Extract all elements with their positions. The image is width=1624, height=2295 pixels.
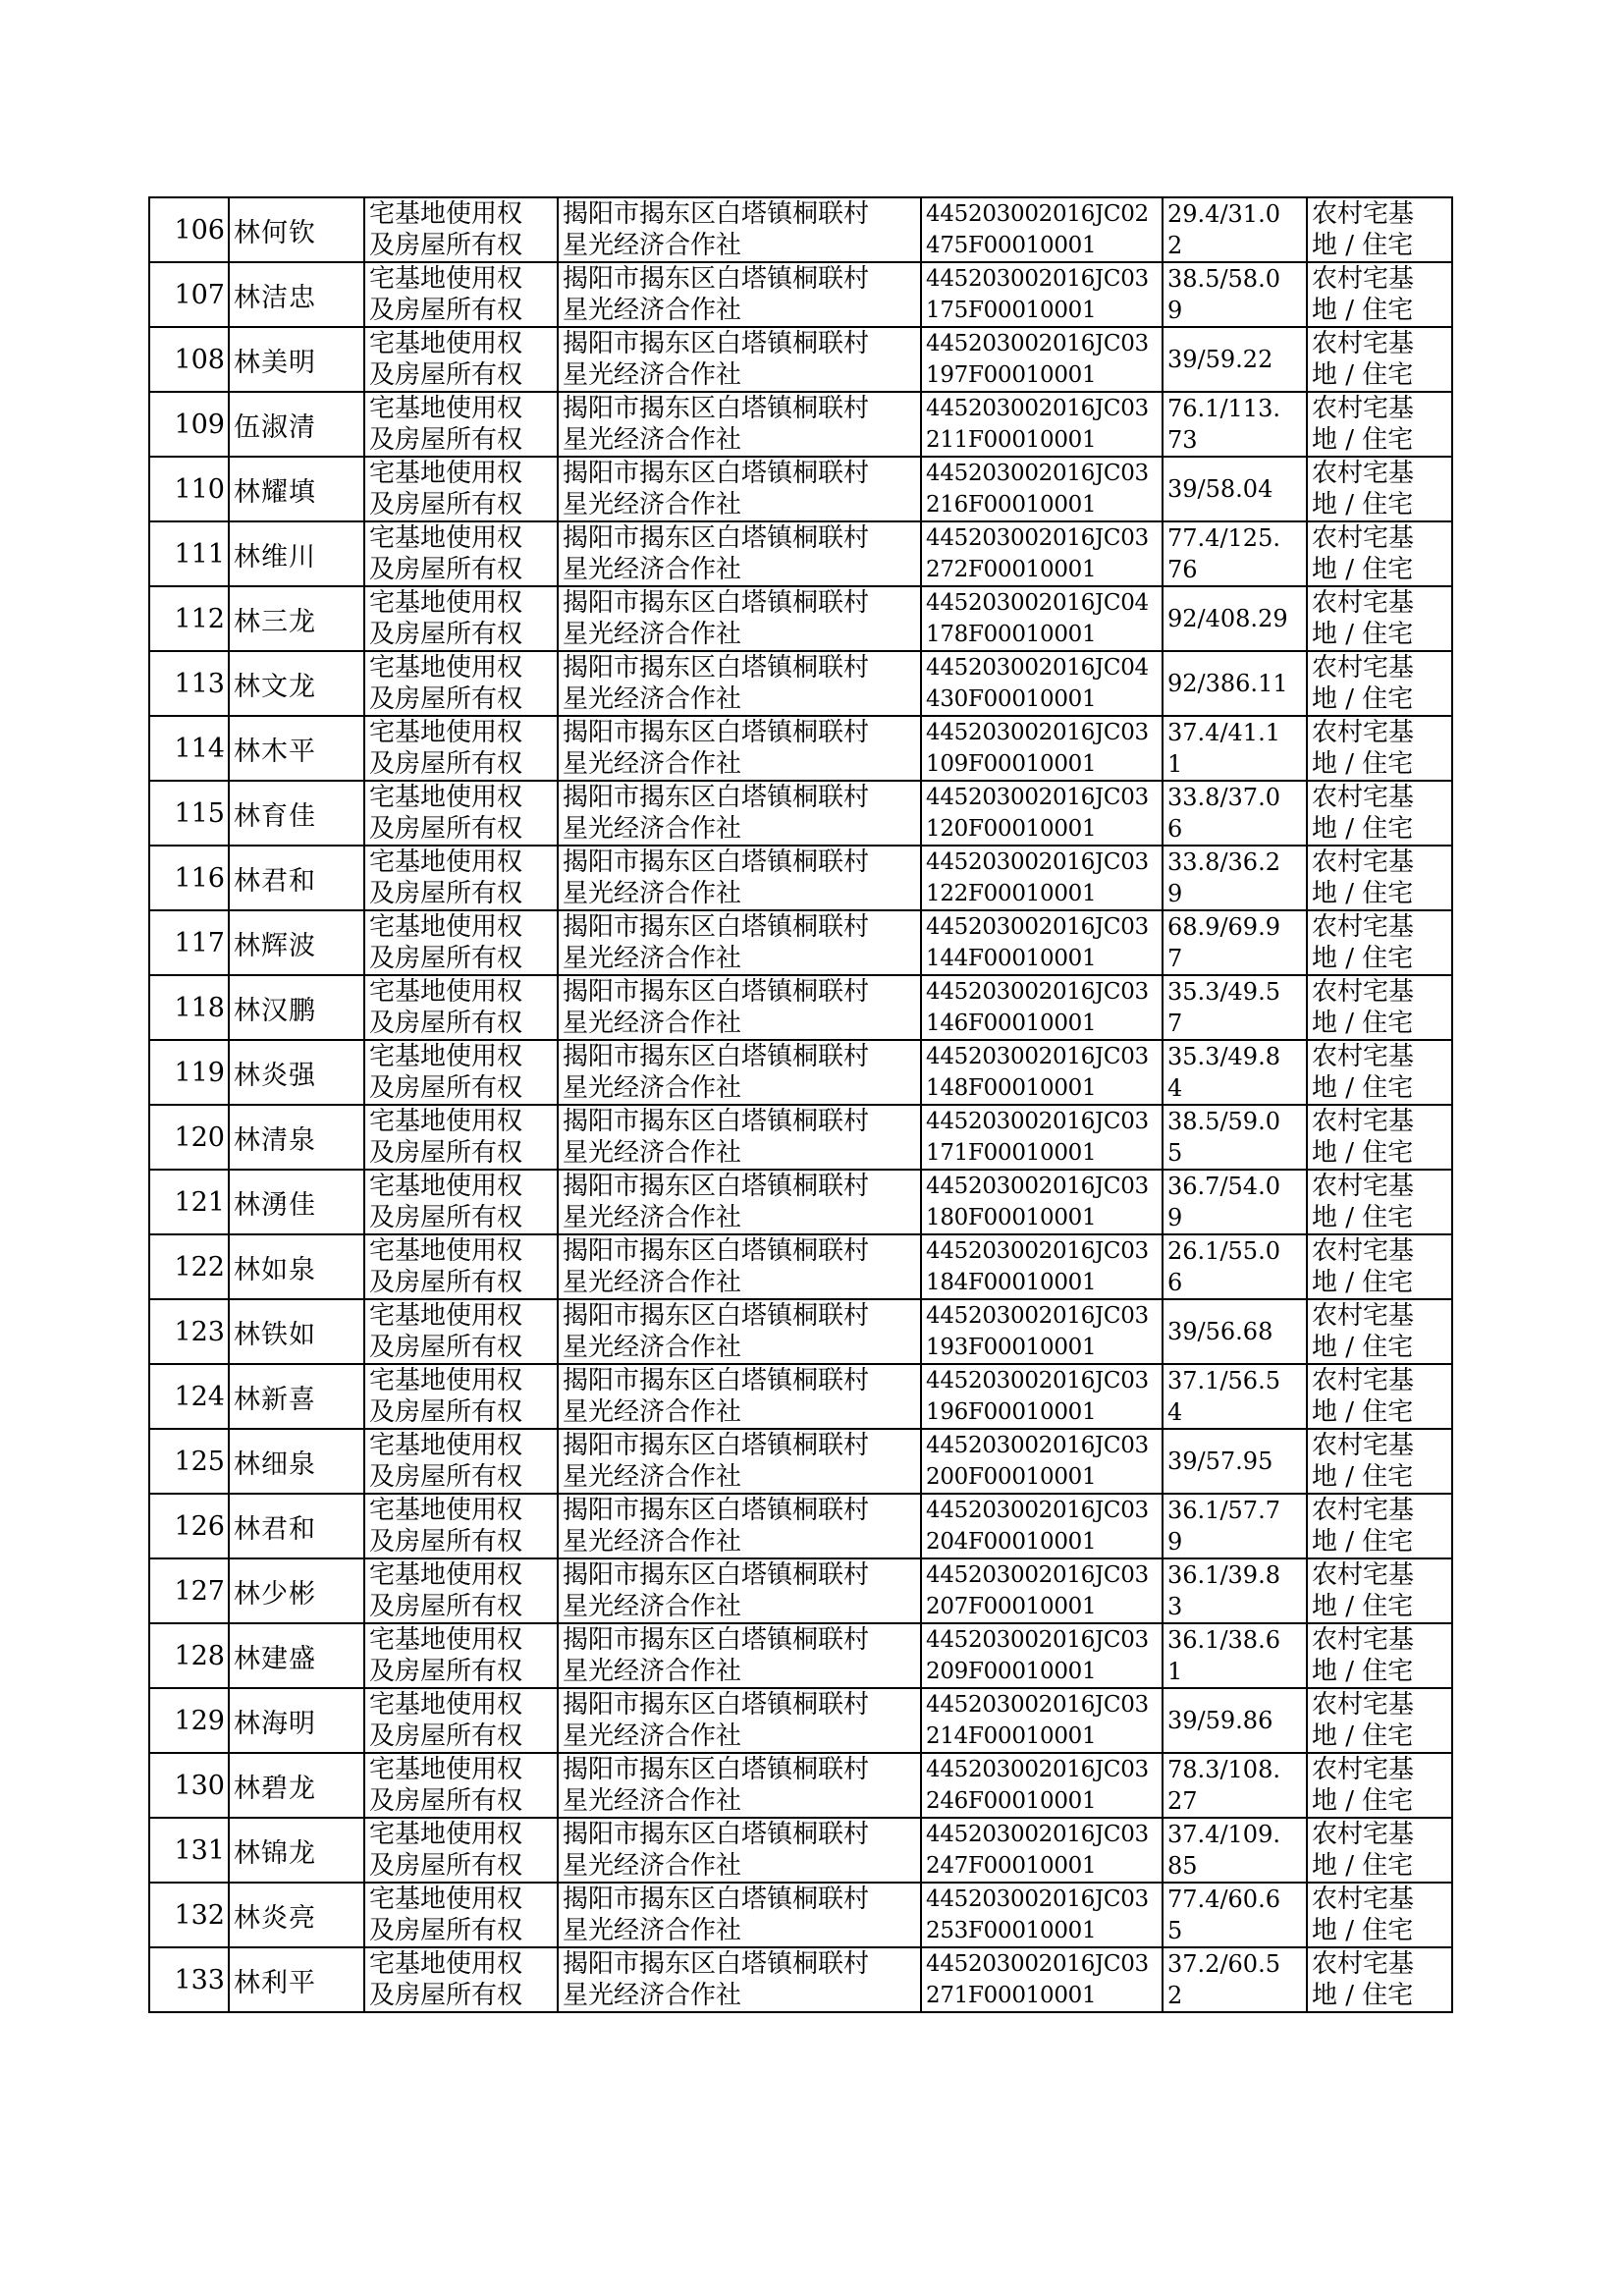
owner-name: 林君和 xyxy=(229,1494,364,1558)
owner-name: 林木平 xyxy=(229,716,364,781)
table-row xyxy=(149,457,1452,521)
land-use: 农村宅基 地 / 住宅 xyxy=(1307,1753,1452,1818)
unit-code: 445203002016JC03 109F00010001 xyxy=(921,716,1163,781)
owner-name: 林少彬 xyxy=(229,1558,364,1623)
land-owner: 揭阳市揭东区白塔镇桐联村 星光经济合作社 xyxy=(558,1364,921,1429)
row-number: 108 xyxy=(149,327,229,392)
right-type: 宅基地使用权 及房屋所有权 xyxy=(364,1883,558,1947)
right-type: 宅基地使用权 及房屋所有权 xyxy=(364,910,558,975)
row-number: 125 xyxy=(149,1429,229,1494)
land-use: 农村宅基 地 / 住宅 xyxy=(1307,521,1452,586)
land-use: 农村宅基 地 / 住宅 xyxy=(1307,586,1452,651)
owner-name: 林三龙 xyxy=(229,586,364,651)
owner-name: 林利平 xyxy=(229,1947,364,2012)
table-row xyxy=(149,1364,1452,1429)
table-row xyxy=(149,1818,1452,1883)
owner-name: 林洁忠 xyxy=(229,262,364,327)
row-number: 116 xyxy=(149,846,229,910)
land-owner: 揭阳市揭东区白塔镇桐联村 星光经济合作社 xyxy=(558,1753,921,1818)
row-number: 129 xyxy=(149,1688,229,1753)
area-value: 92/386.11 xyxy=(1163,651,1307,716)
table-row xyxy=(149,197,1452,262)
table-row xyxy=(149,392,1452,457)
land-use: 农村宅基 地 / 住宅 xyxy=(1307,392,1452,457)
row-number: 120 xyxy=(149,1105,229,1170)
right-type: 宅基地使用权 及房屋所有权 xyxy=(364,1299,558,1364)
area-value: 77.4/60.6 5 xyxy=(1163,1883,1307,1947)
unit-code: 445203002016JC03 247F00010001 xyxy=(921,1818,1163,1883)
row-number: 122 xyxy=(149,1234,229,1299)
land-owner: 揭阳市揭东区白塔镇桐联村 星光经济合作社 xyxy=(558,327,921,392)
table-row xyxy=(149,1299,1452,1364)
land-owner: 揭阳市揭东区白塔镇桐联村 星光经济合作社 xyxy=(558,1494,921,1558)
row-number: 110 xyxy=(149,457,229,521)
row-number: 115 xyxy=(149,781,229,846)
land-use: 农村宅基 地 / 住宅 xyxy=(1307,651,1452,716)
right-type: 宅基地使用权 及房屋所有权 xyxy=(364,1947,558,2012)
table-row xyxy=(149,1234,1452,1299)
land-use: 农村宅基 地 / 住宅 xyxy=(1307,716,1452,781)
table-row xyxy=(149,910,1452,975)
land-owner: 揭阳市揭东区白塔镇桐联村 星光经济合作社 xyxy=(558,1299,921,1364)
land-use: 农村宅基 地 / 住宅 xyxy=(1307,910,1452,975)
unit-code: 445203002016JC03 193F00010001 xyxy=(921,1299,1163,1364)
table-row xyxy=(149,1170,1452,1234)
area-value: 36.1/38.6 1 xyxy=(1163,1623,1307,1688)
owner-name: 林何钦 xyxy=(229,197,364,262)
area-value: 29.4/31.0 2 xyxy=(1163,197,1307,262)
unit-code: 445203002016JC03 146F00010001 xyxy=(921,975,1163,1040)
right-type: 宅基地使用权 及房屋所有权 xyxy=(364,846,558,910)
land-owner: 揭阳市揭东区白塔镇桐联村 星光经济合作社 xyxy=(558,651,921,716)
unit-code: 445203002016JC03 209F00010001 xyxy=(921,1623,1163,1688)
land-owner: 揭阳市揭东区白塔镇桐联村 星光经济合作社 xyxy=(558,1234,921,1299)
right-type: 宅基地使用权 及房屋所有权 xyxy=(364,781,558,846)
right-type: 宅基地使用权 及房屋所有权 xyxy=(364,392,558,457)
right-type: 宅基地使用权 及房屋所有权 xyxy=(364,1234,558,1299)
unit-code: 445203002016JC03 197F00010001 xyxy=(921,327,1163,392)
area-value: 37.4/109. 85 xyxy=(1163,1818,1307,1883)
land-use: 农村宅基 地 / 住宅 xyxy=(1307,1558,1452,1623)
unit-code: 445203002016JC03 272F00010001 xyxy=(921,521,1163,586)
unit-code: 445203002016JC03 211F00010001 xyxy=(921,392,1163,457)
table-row xyxy=(149,781,1452,846)
unit-code: 445203002016JC03 184F00010001 xyxy=(921,1234,1163,1299)
land-use: 农村宅基 地 / 住宅 xyxy=(1307,846,1452,910)
land-owner: 揭阳市揭东区白塔镇桐联村 星光经济合作社 xyxy=(558,781,921,846)
owner-name: 林碧龙 xyxy=(229,1753,364,1818)
area-value: 39/59.86 xyxy=(1163,1688,1307,1753)
table-row xyxy=(149,1429,1452,1494)
area-value: 38.5/58.0 9 xyxy=(1163,262,1307,327)
unit-code: 445203002016JC03 207F00010001 xyxy=(921,1558,1163,1623)
unit-code: 445203002016JC04 430F00010001 xyxy=(921,651,1163,716)
area-value: 36.1/39.8 3 xyxy=(1163,1558,1307,1623)
unit-code: 445203002016JC03 214F00010001 xyxy=(921,1688,1163,1753)
row-number: 127 xyxy=(149,1558,229,1623)
right-type: 宅基地使用权 及房屋所有权 xyxy=(364,1170,558,1234)
records-table xyxy=(148,196,1453,2013)
owner-name: 林湧佳 xyxy=(229,1170,364,1234)
row-number: 126 xyxy=(149,1494,229,1558)
owner-name: 林建盛 xyxy=(229,1623,364,1688)
land-use: 农村宅基 地 / 住宅 xyxy=(1307,1623,1452,1688)
land-owner: 揭阳市揭东区白塔镇桐联村 星光经济合作社 xyxy=(558,910,921,975)
right-type: 宅基地使用权 及房屋所有权 xyxy=(364,1040,558,1105)
area-value: 77.4/125. 76 xyxy=(1163,521,1307,586)
owner-name: 林维川 xyxy=(229,521,364,586)
right-type: 宅基地使用权 及房屋所有权 xyxy=(364,1105,558,1170)
land-owner: 揭阳市揭东区白塔镇桐联村 星光经济合作社 xyxy=(558,1688,921,1753)
owner-name: 林汉鹏 xyxy=(229,975,364,1040)
land-owner: 揭阳市揭东区白塔镇桐联村 星光经济合作社 xyxy=(558,392,921,457)
unit-code: 445203002016JC03 148F00010001 xyxy=(921,1040,1163,1105)
right-type: 宅基地使用权 及房屋所有权 xyxy=(364,457,558,521)
land-use: 农村宅基 地 / 住宅 xyxy=(1307,262,1452,327)
land-use: 农村宅基 地 / 住宅 xyxy=(1307,1494,1452,1558)
unit-code: 445203002016JC03 196F00010001 xyxy=(921,1364,1163,1429)
right-type: 宅基地使用权 及房屋所有权 xyxy=(364,1623,558,1688)
land-use: 农村宅基 地 / 住宅 xyxy=(1307,197,1452,262)
row-number: 113 xyxy=(149,651,229,716)
land-use: 农村宅基 地 / 住宅 xyxy=(1307,1105,1452,1170)
right-type: 宅基地使用权 及房屋所有权 xyxy=(364,651,558,716)
land-owner: 揭阳市揭东区白塔镇桐联村 星光经济合作社 xyxy=(558,1040,921,1105)
table-row xyxy=(149,1494,1452,1558)
right-type: 宅基地使用权 及房屋所有权 xyxy=(364,1558,558,1623)
row-number: 133 xyxy=(149,1947,229,2012)
land-owner: 揭阳市揭东区白塔镇桐联村 星光经济合作社 xyxy=(558,1105,921,1170)
land-use: 农村宅基 地 / 住宅 xyxy=(1307,1299,1452,1364)
unit-code: 445203002016JC03 246F00010001 xyxy=(921,1753,1163,1818)
right-type: 宅基地使用权 及房屋所有权 xyxy=(364,521,558,586)
land-owner: 揭阳市揭东区白塔镇桐联村 星光经济合作社 xyxy=(558,1947,921,2012)
table-row xyxy=(149,975,1452,1040)
table-row xyxy=(149,1883,1452,1947)
land-owner: 揭阳市揭东区白塔镇桐联村 星光经济合作社 xyxy=(558,1558,921,1623)
unit-code: 445203002016JC03 200F00010001 xyxy=(921,1429,1163,1494)
land-owner: 揭阳市揭东区白塔镇桐联村 星光经济合作社 xyxy=(558,521,921,586)
table-row xyxy=(149,1688,1452,1753)
land-owner: 揭阳市揭东区白塔镇桐联村 星光经济合作社 xyxy=(558,846,921,910)
table-row xyxy=(149,586,1452,651)
owner-name: 林文龙 xyxy=(229,651,364,716)
table-row xyxy=(149,1753,1452,1818)
area-value: 36.7/54.0 9 xyxy=(1163,1170,1307,1234)
table-row xyxy=(149,327,1452,392)
table-row xyxy=(149,1623,1452,1688)
row-number: 112 xyxy=(149,586,229,651)
land-use: 农村宅基 地 / 住宅 xyxy=(1307,1818,1452,1883)
row-number: 124 xyxy=(149,1364,229,1429)
right-type: 宅基地使用权 及房屋所有权 xyxy=(364,1494,558,1558)
land-use: 农村宅基 地 / 住宅 xyxy=(1307,1947,1452,2012)
land-owner: 揭阳市揭东区白塔镇桐联村 星光经济合作社 xyxy=(558,1170,921,1234)
area-value: 33.8/37.0 6 xyxy=(1163,781,1307,846)
owner-name: 林细泉 xyxy=(229,1429,364,1494)
land-use: 农村宅基 地 / 住宅 xyxy=(1307,327,1452,392)
owner-name: 林君和 xyxy=(229,846,364,910)
right-type: 宅基地使用权 及房屋所有权 xyxy=(364,1753,558,1818)
unit-code: 445203002016JC03 122F00010001 xyxy=(921,846,1163,910)
table-row xyxy=(149,1947,1452,2012)
area-value: 35.3/49.8 4 xyxy=(1163,1040,1307,1105)
right-type: 宅基地使用权 及房屋所有权 xyxy=(364,1364,558,1429)
area-value: 68.9/69.9 7 xyxy=(1163,910,1307,975)
row-number: 109 xyxy=(149,392,229,457)
right-type: 宅基地使用权 及房屋所有权 xyxy=(364,327,558,392)
row-number: 119 xyxy=(149,1040,229,1105)
land-use: 农村宅基 地 / 住宅 xyxy=(1307,1429,1452,1494)
owner-name: 林炎亮 xyxy=(229,1883,364,1947)
owner-name: 林锦龙 xyxy=(229,1818,364,1883)
area-value: 36.1/57.7 9 xyxy=(1163,1494,1307,1558)
owner-name: 林育佳 xyxy=(229,781,364,846)
unit-code: 445203002016JC03 216F00010001 xyxy=(921,457,1163,521)
owner-name: 林炎强 xyxy=(229,1040,364,1105)
area-value: 39/56.68 xyxy=(1163,1299,1307,1364)
land-owner: 揭阳市揭东区白塔镇桐联村 星光经济合作社 xyxy=(558,586,921,651)
area-value: 37.4/41.1 1 xyxy=(1163,716,1307,781)
owner-name: 林如泉 xyxy=(229,1234,364,1299)
land-owner: 揭阳市揭东区白塔镇桐联村 星光经济合作社 xyxy=(558,1623,921,1688)
row-number: 130 xyxy=(149,1753,229,1818)
right-type: 宅基地使用权 及房屋所有权 xyxy=(364,262,558,327)
row-number: 132 xyxy=(149,1883,229,1947)
owner-name: 林海明 xyxy=(229,1688,364,1753)
row-number: 121 xyxy=(149,1170,229,1234)
area-value: 33.8/36.2 9 xyxy=(1163,846,1307,910)
land-owner: 揭阳市揭东区白塔镇桐联村 星光经济合作社 xyxy=(558,197,921,262)
table-row xyxy=(149,1040,1452,1105)
row-number: 117 xyxy=(149,910,229,975)
area-value: 76.1/113. 73 xyxy=(1163,392,1307,457)
owner-name: 林辉波 xyxy=(229,910,364,975)
right-type: 宅基地使用权 及房屋所有权 xyxy=(364,197,558,262)
unit-code: 445203002016JC03 204F00010001 xyxy=(921,1494,1163,1558)
land-owner: 揭阳市揭东区白塔镇桐联村 星光经济合作社 xyxy=(558,975,921,1040)
right-type: 宅基地使用权 及房屋所有权 xyxy=(364,586,558,651)
unit-code: 445203002016JC03 253F00010001 xyxy=(921,1883,1163,1947)
owner-name: 林美明 xyxy=(229,327,364,392)
owner-name: 林清泉 xyxy=(229,1105,364,1170)
land-owner: 揭阳市揭东区白塔镇桐联村 星光经济合作社 xyxy=(558,1883,921,1947)
land-use: 农村宅基 地 / 住宅 xyxy=(1307,1883,1452,1947)
area-value: 37.2/60.5 2 xyxy=(1163,1947,1307,2012)
table-row xyxy=(149,1558,1452,1623)
area-value: 26.1/55.0 6 xyxy=(1163,1234,1307,1299)
row-number: 107 xyxy=(149,262,229,327)
unit-code: 445203002016JC04 178F00010001 xyxy=(921,586,1163,651)
owner-name: 伍淑清 xyxy=(229,392,364,457)
land-use: 农村宅基 地 / 住宅 xyxy=(1307,1688,1452,1753)
area-value: 78.3/108. 27 xyxy=(1163,1753,1307,1818)
owner-name: 林新喜 xyxy=(229,1364,364,1429)
unit-code: 445203002016JC03 271F00010001 xyxy=(921,1947,1163,2012)
row-number: 114 xyxy=(149,716,229,781)
land-use: 农村宅基 地 / 住宅 xyxy=(1307,781,1452,846)
records-table-body xyxy=(149,197,1452,2012)
area-value: 39/58.04 xyxy=(1163,457,1307,521)
row-number: 118 xyxy=(149,975,229,1040)
land-owner: 揭阳市揭东区白塔镇桐联村 星光经济合作社 xyxy=(558,716,921,781)
area-value: 38.5/59.0 5 xyxy=(1163,1105,1307,1170)
unit-code: 445203002016JC02 475F00010001 xyxy=(921,197,1163,262)
area-value: 39/57.95 xyxy=(1163,1429,1307,1494)
table-row xyxy=(149,651,1452,716)
land-owner: 揭阳市揭东区白塔镇桐联村 星光经济合作社 xyxy=(558,262,921,327)
unit-code: 445203002016JC03 180F00010001 xyxy=(921,1170,1163,1234)
row-number: 128 xyxy=(149,1623,229,1688)
unit-code: 445203002016JC03 171F00010001 xyxy=(921,1105,1163,1170)
land-owner: 揭阳市揭东区白塔镇桐联村 星光经济合作社 xyxy=(558,457,921,521)
right-type: 宅基地使用权 及房屋所有权 xyxy=(364,1818,558,1883)
land-owner: 揭阳市揭东区白塔镇桐联村 星光经济合作社 xyxy=(558,1818,921,1883)
table-row xyxy=(149,262,1452,327)
row-number: 106 xyxy=(149,197,229,262)
land-use: 农村宅基 地 / 住宅 xyxy=(1307,975,1452,1040)
table-row xyxy=(149,521,1452,586)
unit-code: 445203002016JC03 175F00010001 xyxy=(921,262,1163,327)
owner-name: 林耀填 xyxy=(229,457,364,521)
table-row xyxy=(149,846,1452,910)
row-number: 131 xyxy=(149,1818,229,1883)
land-use: 农村宅基 地 / 住宅 xyxy=(1307,1040,1452,1105)
right-type: 宅基地使用权 及房屋所有权 xyxy=(364,1429,558,1494)
table-row xyxy=(149,1105,1452,1170)
area-value: 92/408.29 xyxy=(1163,586,1307,651)
land-owner: 揭阳市揭东区白塔镇桐联村 星光经济合作社 xyxy=(558,1429,921,1494)
row-number: 123 xyxy=(149,1299,229,1364)
area-value: 37.1/56.5 4 xyxy=(1163,1364,1307,1429)
right-type: 宅基地使用权 及房屋所有权 xyxy=(364,1688,558,1753)
table-row xyxy=(149,716,1452,781)
land-use: 农村宅基 地 / 住宅 xyxy=(1307,1364,1452,1429)
area-value: 35.3/49.5 7 xyxy=(1163,975,1307,1040)
unit-code: 445203002016JC03 120F00010001 xyxy=(921,781,1163,846)
row-number: 111 xyxy=(149,521,229,586)
area-value: 39/59.22 xyxy=(1163,327,1307,392)
land-use: 农村宅基 地 / 住宅 xyxy=(1307,1170,1452,1234)
right-type: 宅基地使用权 及房屋所有权 xyxy=(364,716,558,781)
land-use: 农村宅基 地 / 住宅 xyxy=(1307,1234,1452,1299)
land-use: 农村宅基 地 / 住宅 xyxy=(1307,457,1452,521)
right-type: 宅基地使用权 及房屋所有权 xyxy=(364,975,558,1040)
owner-name: 林铁如 xyxy=(229,1299,364,1364)
unit-code: 445203002016JC03 144F00010001 xyxy=(921,910,1163,975)
